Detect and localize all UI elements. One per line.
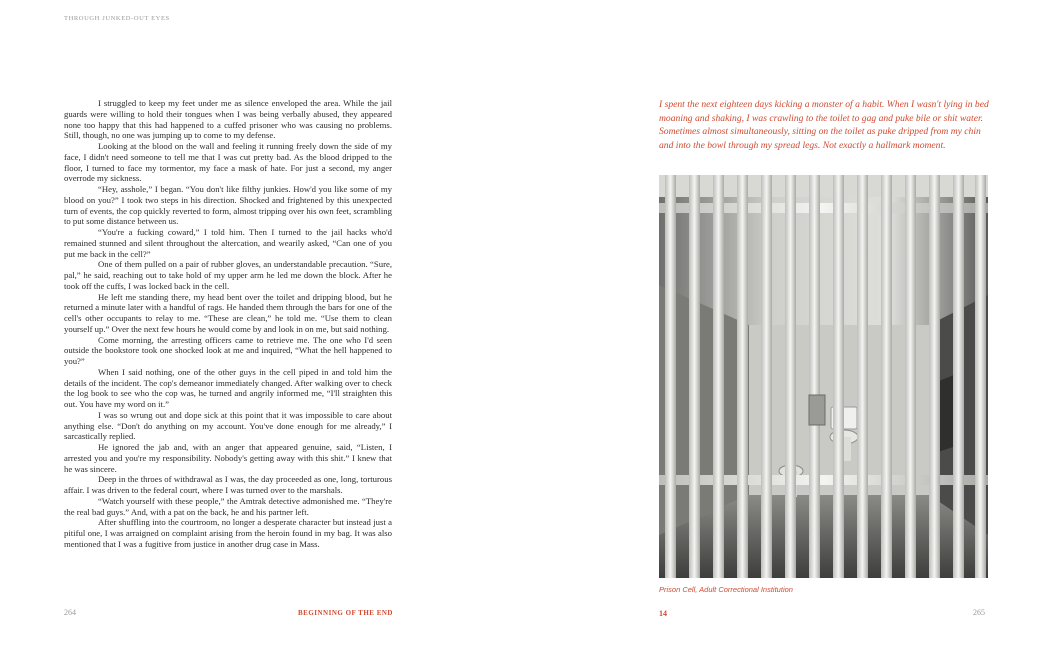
paragraph: One of them pulled on a pair of rubber gloves, an understandable precaution. “Sure, pal,” he said, reaching out to take hold of my upper arm he led me down the block. After he took off the cuffs, I was locked back in the cell.	[64, 259, 392, 291]
paragraph: “Hey, asshole,” I began. “You don't like filthy junkies. How'd you like some of my blood on you?” I took two steps in his direction. Shocked and frightened by this unexpected turn of events, the cop quickly reverted to form, almost tripping over his own feet, scrambling to put some distance between us.	[64, 184, 392, 227]
paragraph: I was so wrung out and dope sick at this point that it was impossible to care about anything else. “Don't do anything on my account. You've done enough for me already,” I sarcastically replied.	[64, 409, 392, 442]
paragraph: Looking at the blood on the wall and feeling it running freely down the side of my face, I didn't need someone to tell me that I was cut pretty bad. As the blood dripped to the floor, I turned to face my tormentor, my face a mask of hate. For just a second, my anger overrode my sickness.	[64, 141, 392, 184]
page-number-right: 265	[973, 608, 985, 617]
paragraph: “Watch yourself with these people,” the Amtrak detective admonished me. “They're the real bad guys.” And, with a pat on the back, he and his partner left.	[64, 495, 392, 517]
paragraph: When I said nothing, one of the other guys in the cell piped in and told him the details of the incident. The cop's demeanor immediately changed. After walking over to check the log book to see who the cop was, he turned and angrily informed me, “I'll straighten this out. You have my word on it.”	[64, 366, 392, 409]
paragraph: I struggled to keep my feet under me as silence enveloped the area. While the jail guards were willing to hold their tongues when I was being verbally abused, they appeared none too happy that this had happened to a cuffed prisoner who was causing no problems. Still, though, no one was jumping up to come to my defense.	[64, 98, 392, 141]
chapter-number: 14	[659, 609, 667, 618]
running-head: THROUGH JUNKED-OUT EYES	[64, 15, 170, 22]
paragraph: He left me standing there, my head bent over the toilet and dripping blood, but he returned a minute later with a handful of rags. He handed them through the bars for one of the cell's other occupants to relay to me. “These are clean,” he told me. “Use them to clean yourself up.” Over the next few hours he would come by and look in on me, but said nothing.	[64, 291, 392, 334]
prison-cell-illustration	[659, 175, 988, 578]
paragraph: He ignored the jab and, with an anger that appeared genuine, said, “Listen, I arrested you and you're my responsibility. Nobody's getting away with this shit.” I knew that he was sincere.	[64, 442, 392, 474]
pull-quote: I spent the next eighteen days kicking a monster of a habit. When I wasn't lying in bed moaning and shaking, I was crawling to the toilet to gag and puke bile or shit water. Sometimes almost simultaneously, sitting on the toilet as puke dripped from my chin and into the bowl through my spread legs. Not exactly a hallmark moment.	[659, 99, 989, 151]
paragraph: “You're a fucking coward,” I told him. Then I turned to the jail hacks who'd remained stunned and silent throughout the altercation, and wearily asked, “Can one of you put me back in the cell?”	[64, 227, 392, 259]
page-number-left: 264	[64, 608, 76, 617]
paragraph: After shuffling into the courtroom, no longer a desperate character but instead just a pitiful one, I was arraigned on complaint arising from the heroin found in my bag. It was also mentioned that I was a fugitive from justice in another drug case in Mass.	[64, 517, 392, 549]
paragraph: Deep in the throes of withdrawal as I was, the day proceeded as one, long, torturous affair. I was driven to the federal court, where I was turned over to the marshals.	[64, 474, 392, 495]
prison-cell-photo	[659, 175, 988, 578]
paragraph: Come morning, the arresting officers came to retrieve me. The one who I'd seen outside the bookstore took one shocked look at me and inquired, “What the hell happened to you?”	[64, 334, 392, 366]
photo-caption: Prison Cell, Adult Correctional Institution	[659, 585, 793, 594]
body-text	[64, 98, 392, 550]
chapter-footer: BEGINNING OF THE END	[298, 609, 393, 617]
